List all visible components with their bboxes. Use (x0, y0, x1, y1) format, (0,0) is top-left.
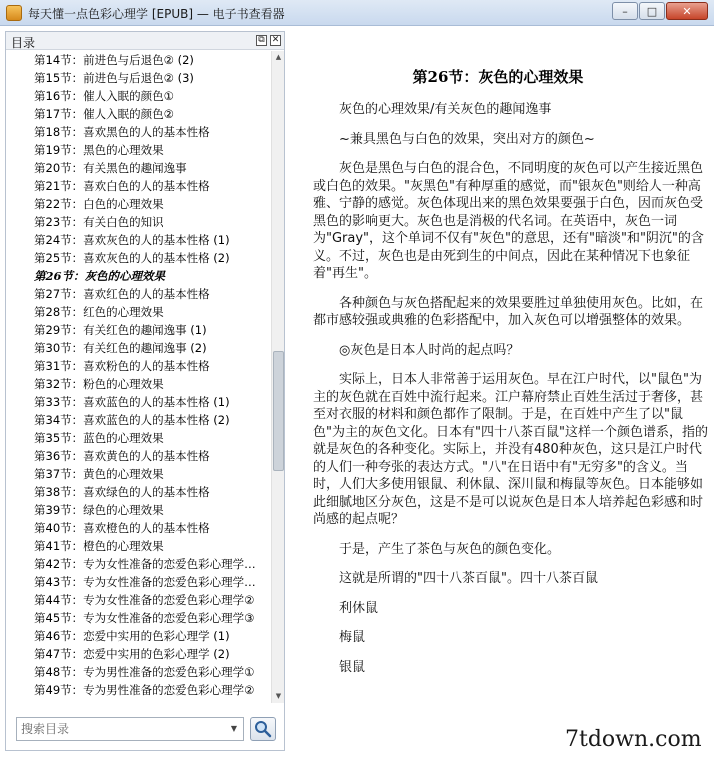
toc-item[interactable]: 第42节：专为女性准备的恋爱色彩心理学… (34, 557, 256, 571)
toc-item[interactable]: 第21节：喜欢白色的人的基本性格 (34, 179, 210, 193)
sidebar-header (6, 32, 284, 50)
toc-item[interactable]: 第23节：有关白色的知识 (34, 215, 164, 229)
toc-item[interactable]: 第25节：喜欢灰色的人的基本性格 (2) (34, 251, 230, 265)
toc-item[interactable]: 第39节：绿色的心理效果 (34, 503, 164, 517)
toc-item[interactable]: 第48节：专为男性准备的恋爱色彩心理学① (34, 665, 255, 679)
watermark: 7tdown.com (565, 727, 702, 752)
chapter-content (313, 101, 713, 688)
chapter-title: 第26节：灰色的心理效果 (412, 68, 584, 86)
paragraph: 梅鼠 (339, 630, 366, 645)
paragraph: 灰色是黑色与白色的混合色，不同明度的灰色可以产生接近黑色或白色的效果。"灰黑色"有种厚重的感觉，而"银灰色"则给人一种高雅、宁静的感觉。灰色体现出来的黑色效果要强于白色，因而灰色受黑色的影响更大。灰色也是消极的代名词。在英语中，灰色一词为"Gray"，这个单词不仅有"灰色"的意思，还有"暗淡"和"阴沉"的含义。不过，灰色也是由死到生的中间点，因此在某种情况下也象征着"再生"。 (313, 161, 704, 281)
paragraph: 于是，产生了茶色与灰色的颜色变化。 (339, 541, 561, 557)
toc-item[interactable]: 第24节：喜欢灰色的人的基本性格 (1) (34, 233, 230, 247)
toc-item[interactable]: 第18节：喜欢黑色的人的基本性格 (34, 125, 210, 139)
toc-item[interactable]: 第19节：黑色的心理效果 (34, 143, 164, 157)
toc-item[interactable]: 第37节：黄色的心理效果 (34, 467, 164, 481)
sidebar-title: 目录 (11, 36, 36, 50)
toc-scrollbar[interactable] (271, 51, 284, 703)
window-controls (611, 2, 708, 20)
toc-item[interactable]: 第44节：专为女性准备的恋爱色彩心理学② (34, 593, 255, 607)
scroll-up-icon[interactable]: ▲ (275, 53, 282, 61)
toc-item[interactable]: 第36节：喜欢黄色的人的基本性格 (34, 449, 210, 463)
toc-search-input[interactable] (16, 717, 244, 741)
paragraph: 银鼠 (339, 659, 366, 675)
paragraph: 各种颜色与灰色搭配起来的效果要胜过单独使用灰色。比如，在都市感较强或典雅的色彩搭配中，加入灰色可以增强整体的效果。 (313, 295, 704, 328)
paragraph: 利休鼠 (339, 600, 379, 616)
scroll-down-icon[interactable]: ▼ (275, 692, 282, 700)
toc-item[interactable]: 第22节：白色的心理效果 (34, 197, 164, 211)
toc-item[interactable]: 第47节：恋爱中实用的色彩心理学 (2) (34, 647, 230, 661)
toc-item[interactable]: 第30节：有关红色的趣闻逸事 (2) (34, 341, 207, 355)
paragraph: ◎灰色是日本人时尚的起点吗？ (339, 342, 520, 358)
chevron-down-icon[interactable]: ▼ (230, 724, 238, 733)
toc-item[interactable]: 第41节：橙色的心理效果 (34, 539, 164, 553)
toc-sidebar (5, 31, 285, 751)
paragraph: ~兼具黑色与白色的效果，突出对方的颜色~ (339, 131, 595, 147)
toc-item[interactable]: 第34节：喜欢蓝色的人的基本性格 (2) (34, 413, 230, 427)
close-button[interactable]: ✕ (666, 2, 708, 20)
toc-item[interactable]: 第32节：粉色的心理效果 (34, 377, 164, 391)
toc-item[interactable]: 第45节：专为女性准备的恋爱色彩心理学③ (34, 611, 255, 625)
toc-item[interactable]: 第28节：红色的心理效果 (34, 305, 164, 319)
toc-item[interactable]: 第38节：喜欢绿色的人的基本性格 (34, 485, 210, 499)
toc-item[interactable]: 第20节：有关黑色的趣闻逸事 (34, 161, 187, 175)
minimize-button[interactable]: – (612, 2, 638, 20)
search-button[interactable] (250, 717, 276, 741)
paragraph: 灰色的心理效果/有关灰色的趣闻逸事 (339, 102, 552, 117)
toc-item[interactable]: 第15节：前进色与后退色② (3) (34, 71, 194, 85)
reader-panel[interactable] (293, 31, 714, 758)
toc-item[interactable]: 第16节：催人入眠的颜色① (34, 89, 174, 103)
search-icon (251, 718, 275, 740)
sidebar-close-icon[interactable]: ✕ (271, 35, 280, 45)
toc-item[interactable]: 第49节：专为男性准备的恋爱色彩心理学② (34, 683, 255, 697)
undock-icon[interactable]: ⧉ (256, 35, 267, 46)
paragraph: 实际上，日本人非常善于运用灰色。早在江户时代，以"鼠色"为主的灰色就在百姓中流行起来。江户幕府禁止百姓生活过于奢侈，甚至对衣服的材料和颜色都作了限制。于是，在百姓中产生了以"鼠色"为主的灰色文化。日本有"四十八茶百鼠"这样一个颜色谱系，指的就是灰色的各种变化。实际上，并没有480种灰色，这只是江户时代的人们一种夸张的表达方式。"八"在日语中有"无穷多"的含义。当时，人们大多使用银鼠、利休鼠、深川鼠和梅鼠等灰色。日本能够如此细腻地区分灰色，这是不是可以说灰色是日本人培养起色彩感和时尚感的起点呢？ (313, 372, 708, 527)
toc-item[interactable]: 第17节：催人入眠的颜色② (34, 107, 174, 121)
scroll-thumb[interactable] (273, 351, 284, 471)
toc-item[interactable]: 第29节：有关红色的趣闻逸事 (1) (34, 323, 207, 337)
maximize-button[interactable]: □ (639, 2, 665, 20)
toc-search-row (16, 717, 278, 741)
toc-item[interactable]: 第35节：蓝色的心理效果 (34, 431, 164, 445)
paragraph: 这就是所谓的"四十八茶百鼠"。四十八茶百鼠 (339, 571, 598, 586)
app-book-icon (6, 5, 22, 21)
title-bar (0, 0, 714, 26)
toc-item-active[interactable]: 第26节：灰色的心理效果 (34, 269, 166, 283)
toc-item[interactable]: 第46节：恋爱中实用的色彩心理学 (1) (34, 629, 230, 643)
toc-item[interactable]: 第43节：专为女性准备的恋爱色彩心理学… (34, 575, 256, 589)
toc-item[interactable]: 第33节：喜欢蓝色的人的基本性格 (1) (34, 395, 230, 409)
toc-item[interactable]: 第14节：前进色与后退色② (2) (34, 53, 194, 67)
toc-item[interactable]: 第27节：喜欢红色的人的基本性格 (34, 287, 210, 301)
window-title: 每天懂一点色彩心理学 [EPUB] — 电子书查看器 (28, 7, 285, 21)
toc-item[interactable]: 第31节：喜欢粉色的人的基本性格 (34, 359, 210, 373)
toc-item[interactable]: 第40节：喜欢橙色的人的基本性格 (34, 521, 210, 535)
toc-list (6, 51, 271, 703)
